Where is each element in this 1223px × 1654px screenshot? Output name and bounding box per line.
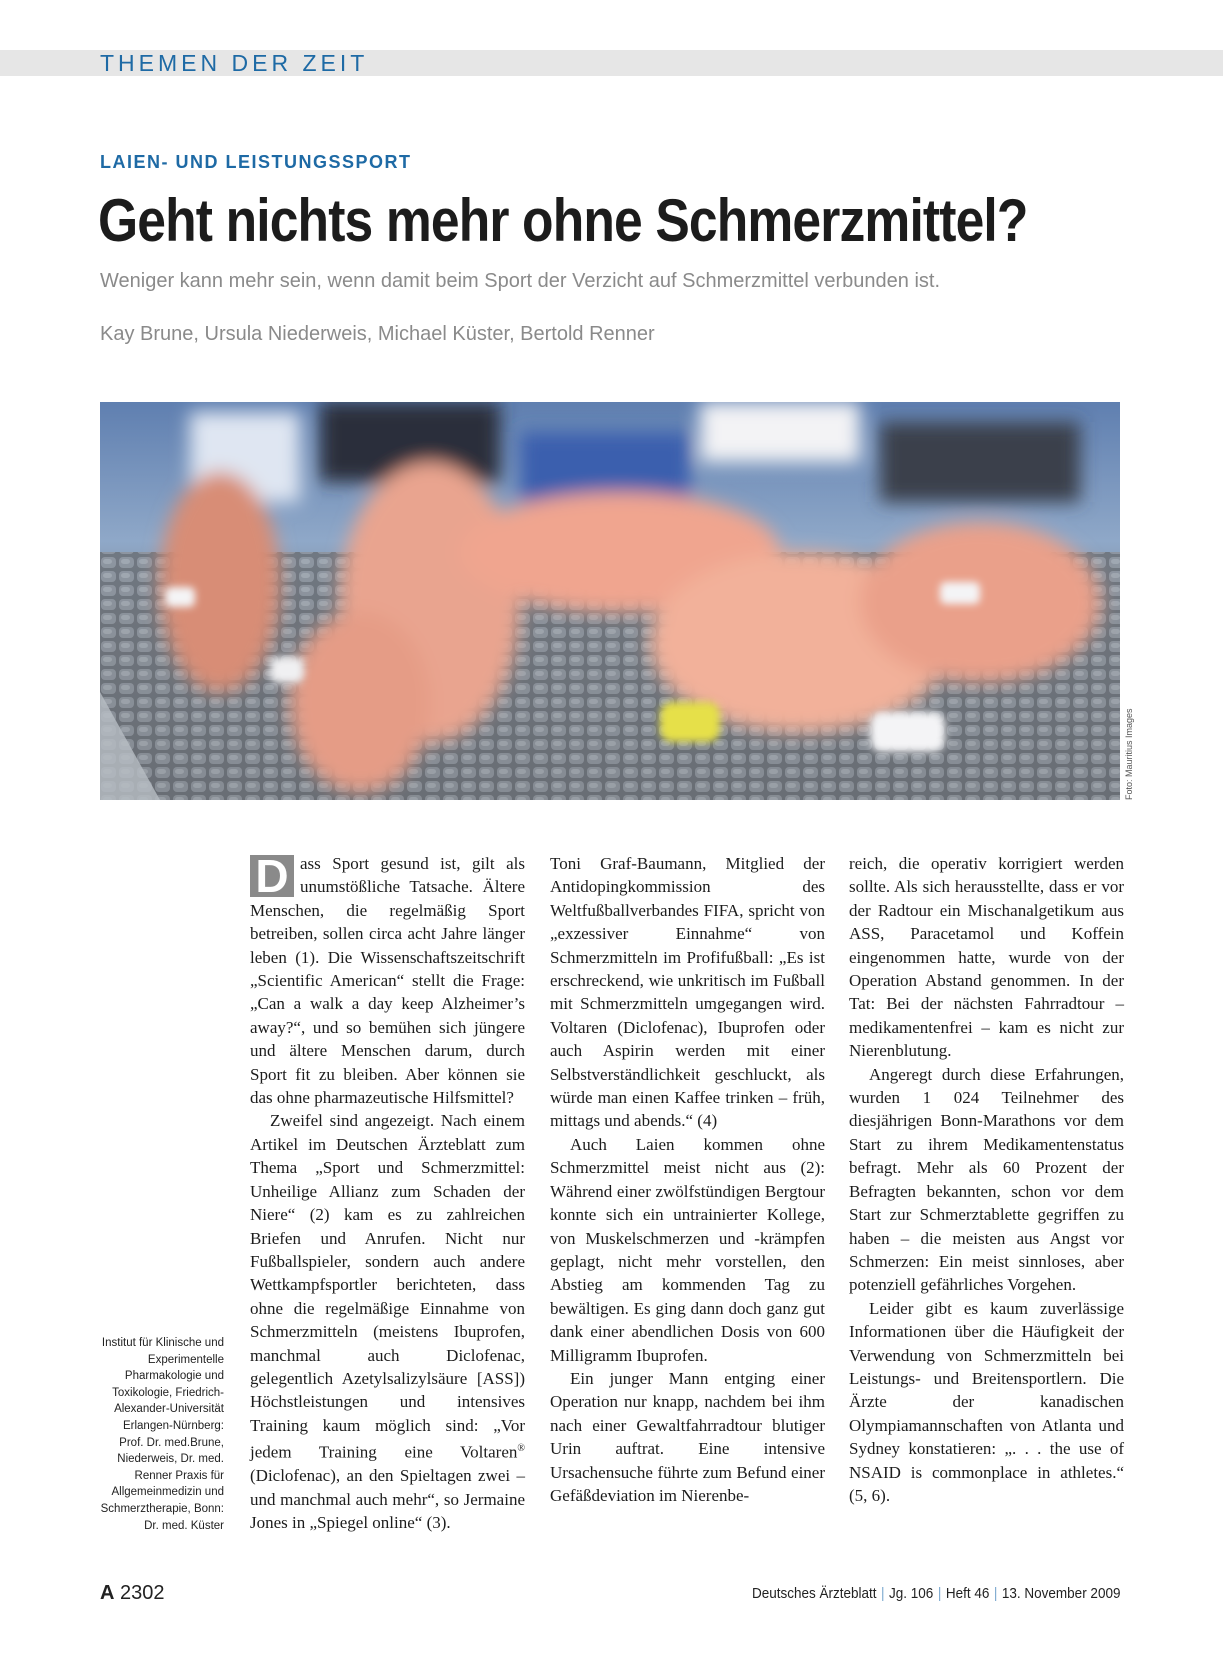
journal-volume: Jg. 106 <box>888 1585 933 1602</box>
page-letter: A <box>100 1582 115 1604</box>
article-authors: Kay Brune, Ursula Niederweis, Michael Küster, Bertold Renner <box>100 323 655 345</box>
paragraph-text: ass Sport gesund ist, gilt als unumstößliche Tatsache. Ältere Menschen, die regelmäßig Sport betreiben, sollen circa acht Jahre länger leben (1). Die Wissenschaftszeitschrift „Scientific American“ stellt die Frage: „Can a walk a day keep Alzheimer’s away?“, und so bemühen sich jüngere und ältere Menschen darum, durch Sport fit zu bleiben. Aber können sie das ohne pharmazeutische Hilfsmittel? <box>250 854 525 1108</box>
journal-footer <box>751 1585 1120 1602</box>
footer-divider: | <box>993 1585 997 1602</box>
paragraph <box>250 852 525 1109</box>
journal-name: Deutsches Ärzteblatt <box>751 1585 877 1602</box>
photo-credit: Foto: Mauritius Images <box>1124 708 1134 800</box>
article-kicker: LAIEN- UND LEISTUNGSSPORT <box>100 152 412 172</box>
author-affiliation: Institut für Klinische und Experimentelle Pharmakologie und Toxikologie, Friedrich-Alexander-Universität Erlangen-Nürnberg: Prof. Dr. med.Brune, Niederweis, Dr. med. Renner Praxis für Allgemeinmedizin und Schmerztherapie, Bonn: Dr. med. Küster <box>100 1337 224 1532</box>
footer-divider: | <box>937 1585 941 1602</box>
article-headline: Geht nichts mehr ohne Schmerzmittel? <box>98 187 1028 254</box>
paragraph: Ein junger Mann entging einer Operation nur knapp, nachdem bei ihm nach einer Gewaltfahrradtour blutiger Urin auftrat. Eine intensive Ursachensuche führte zum Befund einer Gefäßdeviation im Nierenbe- <box>550 1368 825 1505</box>
registered-mark: ® <box>517 1443 525 1455</box>
marathon-runners-photo <box>100 402 1120 800</box>
page-number-value: 2302 <box>120 1582 165 1604</box>
paragraph: reich, die operativ korrigiert werden sollte. Als sich herausstellte, dass er vor der Radtour ein Mischanalgetikum aus ASS, Paracetamol und Koffein eingenommen hatte, wurde von der Operation Abstand genommen. In der Tat: Bei der nächsten Fahrradtour – medikamentenfrei – kam es nicht zur Nierenblutung. <box>849 854 1124 1061</box>
paragraph: Auch Laien kommen ohne Schmerzmittel meist nicht aus (2): Während einer zwölfstündigen Bergtour konnte sich ein untrainierter Kollege, von Muskelschmerzen und -krämpfen geplagt, nicht mehr vorstellen, den Abstieg am kommenden Tag zu bewältigen. Es ging dann doch ganz gut dank einer abendlichen Dosis von 600 Milligramm Ibuprofen. <box>550 1134 825 1365</box>
body-column-1 <box>250 852 525 1534</box>
journal-date: 13. November 2009 <box>1001 1585 1120 1602</box>
drop-cap: D <box>250 855 294 897</box>
body-column-2 <box>550 852 825 1507</box>
page-number <box>100 1582 165 1605</box>
section-label: THEMEN DER ZEIT <box>100 50 369 76</box>
paragraph-text: Zweifel sind angezeigt. Nach einem Artikel im Deutschen Ärzteblatt zum Thema „Sport und Schmerzmittel: Unheilige Allianz zum Schaden der Niere“ (2) kam es zu zahlreichen Briefen und Anrufen. Nicht nur Fußballspieler, sondern auch andere Wettkampfsportler berichteten, dass ohne die regelmäßige Einnahme von Schmerzmitteln (meistens Ibuprofen, manchmal auch Diclofenac, gelegentlich Azetylsalizylsäure [ASS]) Höchstleistungen und intensives Training kaum möglich sind: „Vor jedem Training eine Voltaren <box>250 1111 525 1462</box>
journal-issue: Heft 46 <box>945 1585 989 1602</box>
footer-divider: | <box>880 1585 885 1602</box>
paragraph-text: (Diclofenac), an den Spieltagen zwei – und manchmal auch mehr“, so Jermaine Jones in „Spiegel online“ (3). <box>250 1466 525 1533</box>
article-subtitle: Weniger kann mehr sein, wenn damit beim Sport der Verzicht auf Schmerzmittel verbunden ist. <box>100 270 941 292</box>
paragraph: Angeregt durch diese Erfahrungen, wurden 1 024 Teilnehmer des diesjährigen Bonn-Marathons vor dem Start zu ihrem Medikamentenstatus befragt. Mehr als 60 Prozent der Befragten bekannten, schon vor dem Start zur Schmerztablette gegriffen zu haben – die meisten aus Angst vor Schmerzen: Ein meist sinnloses, aber potenziell gefährliches Vorgehen. <box>849 1064 1124 1295</box>
paragraph <box>250 1109 525 1534</box>
paragraph: Leider gibt es kaum zuverlässige Informationen über die Häufigkeit der Verwendung von Schmerzmitteln bei Leistungs- und Breitensportlern. Die Ärzte der kanadischen Olympiamannschaften von Atlanta und Sydney konstatieren: „. . . the use of NSAID is commonplace in athletes.“ (5, 6). <box>849 1298 1124 1505</box>
body-column-3 <box>849 852 1124 1507</box>
paragraph: Toni Graf-Baumann, Mitglied der Antidopingkommission des Weltfußballverbandes FIFA, spricht von „exzessiver Einnahme“ von Schmerzmitteln im Profifußball: „Es ist erschreckend, wie unkritisch im Fußball mit Schmerzmitteln umgegangen wird. Voltaren (Diclofenac), Ibuprofen oder auch Aspirin werden mit einer Selbstverständlichkeit geschluckt, als würde man einen Kaffee trinken – früh, mittags und abends.“ (4) <box>550 854 825 1131</box>
